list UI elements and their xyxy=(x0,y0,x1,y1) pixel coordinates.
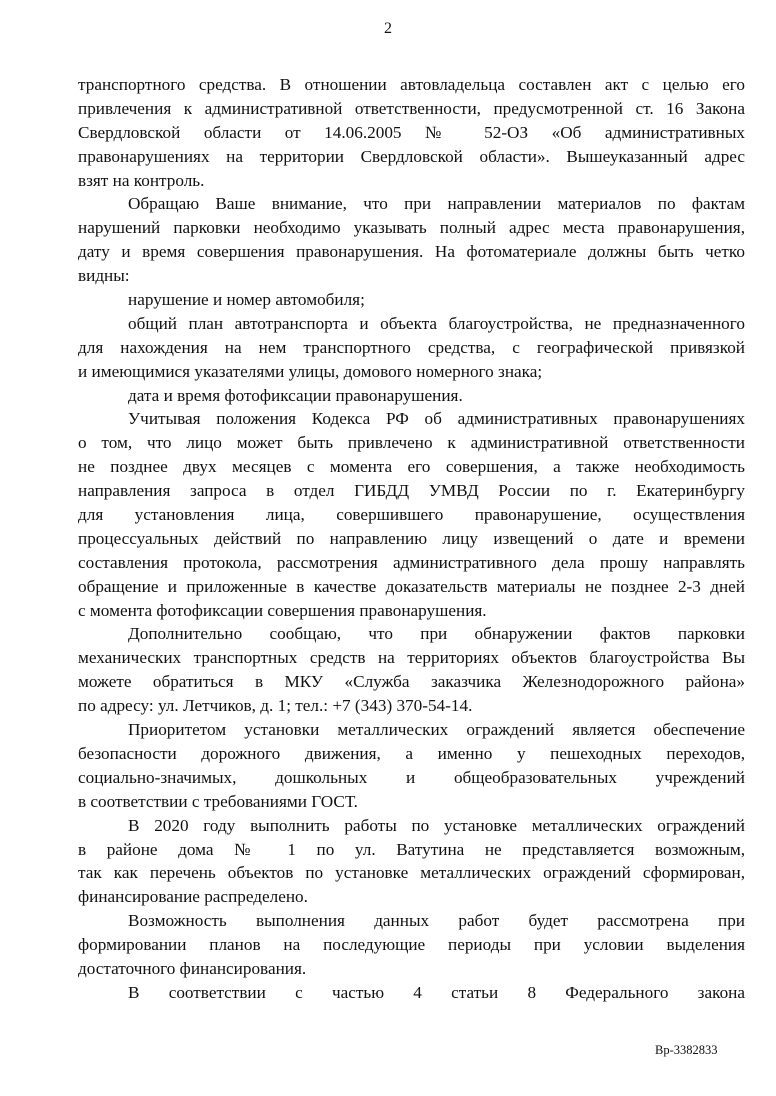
text-line: о том, что лицо может быть привлечено к административной ответственности xyxy=(78,433,745,453)
text-line: в районе дома № 1 по ул. Ватутина не представляется возможным, xyxy=(78,839,745,859)
text-line: для установления лица, совершившего правонарушение, осуществления xyxy=(78,505,745,525)
paragraph xyxy=(78,622,745,718)
text-line: Обращаю Ваше внимание, что при направлении материалов по фактам xyxy=(128,194,745,214)
text-line: безопасности дорожного движения, а именно у пешеходных переходов, xyxy=(78,743,745,763)
text-line: и имеющимися указателями улицы, домового номерного знака; xyxy=(78,361,543,381)
text-line: видны: xyxy=(78,266,130,286)
text-line: формировании планов на последующие периоды при условии выделения xyxy=(78,935,745,955)
paragraph xyxy=(78,407,745,622)
paragraph xyxy=(78,192,745,288)
text-line: достаточного финансирования. xyxy=(78,958,307,978)
text-line: общий план автотранспорта и объекта благоустройства, не предназначенного xyxy=(128,313,745,333)
text-line: по адресу: ул. Летчиков, д. 1; тел.: +7 (343) 370-54-14. xyxy=(78,696,473,716)
paragraph xyxy=(78,73,745,192)
text-line: дату и время совершения правонарушения. На фотоматериале должны быть четко xyxy=(78,242,745,262)
paragraph xyxy=(78,814,745,910)
paragraph xyxy=(78,312,745,384)
text-line: транспортного средства. В отношении автовладельца составлен акт с целью его xyxy=(78,75,745,94)
text-line: направления запроса в отдел ГИБДД УМВД России по г. Екатеринбургу xyxy=(78,481,745,501)
document-id: Вр-3382833 xyxy=(655,1043,718,1057)
text-line: финансирование распределено. xyxy=(78,887,308,907)
text-line: В соответствии с частью 4 статьи 8 Федерального закона xyxy=(128,982,745,1002)
text-line: привлечения к административной ответственности, предусмотренной ст. 16 Закона xyxy=(78,98,745,118)
paragraph xyxy=(78,981,745,1005)
text-line: так как перечень объектов по установке металлических ограждений сформирован, xyxy=(78,863,745,883)
text-line: Учитывая положения Кодекса РФ об административных правонарушениях xyxy=(128,409,745,429)
paragraph xyxy=(78,718,745,814)
letter-body xyxy=(78,73,745,1005)
paragraph xyxy=(78,288,745,312)
text-line: не позднее двух месяцев с момента его совершения, а также необходимость xyxy=(78,457,745,477)
text-line: для нахождения на нем транспортного средства, с географической привязкой xyxy=(78,337,745,357)
text-line: В 2020 году выполнить работы по установке металлических ограждений xyxy=(128,815,745,835)
text-line: механических транспортных средств на территориях объектов благоустройства Вы xyxy=(78,648,745,668)
text-line: процессуальных действий по направлению лицу извещений о дате и времени xyxy=(78,528,745,548)
text-line: Дополнительно сообщаю, что при обнаружении фактов парковки xyxy=(128,624,745,644)
text-line: Приоритетом установки металлических ограждений является обеспечение xyxy=(128,720,745,740)
page-number: 2 xyxy=(384,20,392,37)
text-line: составления протокола, рассмотрения административного дела прошу направлять xyxy=(78,552,745,572)
text-line: обращение и приложенные в качестве доказательств материалы не позднее 2-3 дней xyxy=(78,576,745,596)
text-line: нарушений парковки необходимо указывать полный адрес места правонарушения, xyxy=(78,218,745,238)
paragraph xyxy=(78,384,745,408)
text-line: социально-значимых, дошкольных и общеобразовательных учреждений xyxy=(78,767,745,787)
text-line: Возможность выполнения данных работ будет рассмотрена при xyxy=(128,911,745,931)
text-line: можете обратиться в МКУ «Служба заказчика Железнодорожного района» xyxy=(78,672,745,692)
text-line: взят на контроль. xyxy=(78,170,205,190)
text-line: Свердловской области от 14.06.2005 № 52-ОЗ «Об административных xyxy=(78,122,745,142)
text-line: в соответствии с требованиями ГОСТ. xyxy=(78,791,358,811)
text-line: правонарушениях на территории Свердловской области». Вышеуказанный адрес xyxy=(78,146,745,166)
paragraph xyxy=(78,909,745,981)
text-line: с момента фотофиксации совершения правонарушения. xyxy=(78,600,487,620)
text-line: нарушение и номер автомобиля; xyxy=(128,290,365,310)
text-line: дата и время фотофиксации правонарушения. xyxy=(128,385,463,405)
